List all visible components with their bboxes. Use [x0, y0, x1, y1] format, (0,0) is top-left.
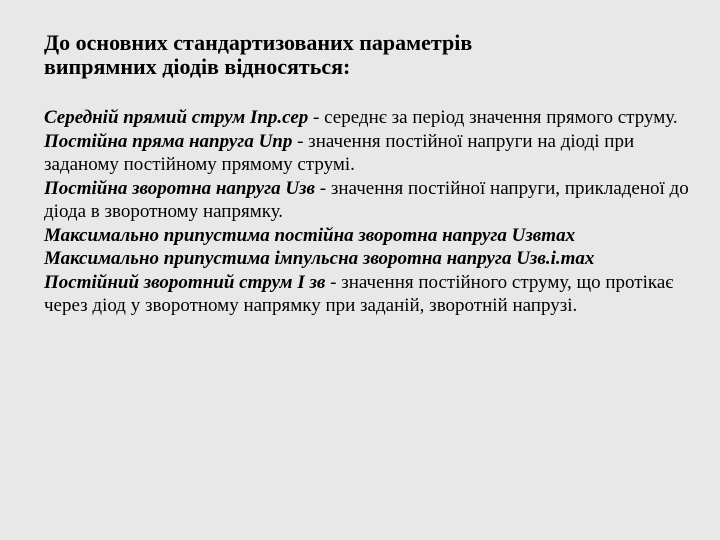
parameter-entry-max-pulse-reverse-voltage: [44, 247, 704, 271]
parameter-term: Постійна зворотна напруга Uзв: [44, 177, 316, 199]
parameter-description: - значення постійного струму, що протікає через діод у зворотному напрямку при заданій, зворотній напрузі.: [44, 271, 674, 316]
parameter-entry-forward-voltage: [44, 130, 704, 177]
slide-title-line-1: До основних стандартизованих параметрів: [44, 30, 473, 55]
parameter-list: [44, 106, 704, 318]
parameter-term: Максимально припустима імпульсна зворотна напруга Uзв.і.max: [44, 248, 595, 269]
parameter-description: - значення постійної напруги, прикладеної до діода в зворотному напрямку.: [44, 177, 689, 222]
parameter-entry-forward-current: [44, 106, 704, 130]
parameter-term: Постійна пряма напруга Uпр: [44, 130, 293, 152]
parameter-entry-reverse-voltage: [44, 177, 704, 224]
parameter-description: - значення постійної напруги на діоді при заданому постійному прямому струмі.: [44, 130, 635, 175]
slide-title-line-2: випрямних діодів відносяться:: [44, 54, 351, 79]
parameter-entry-max-reverse-voltage: [44, 224, 704, 248]
slide-title: [44, 31, 684, 79]
parameter-term: Середній прямий струм Iпр.сер: [44, 107, 309, 128]
parameter-entry-reverse-current: [44, 271, 704, 318]
parameter-term: Постійний зворотний струм I зв: [44, 271, 326, 293]
parameter-description: - середнє за період значення прямого струму.: [308, 107, 678, 128]
parameter-term: Максимально припустима постійна зворотна напруга Uзвmax: [44, 224, 576, 246]
